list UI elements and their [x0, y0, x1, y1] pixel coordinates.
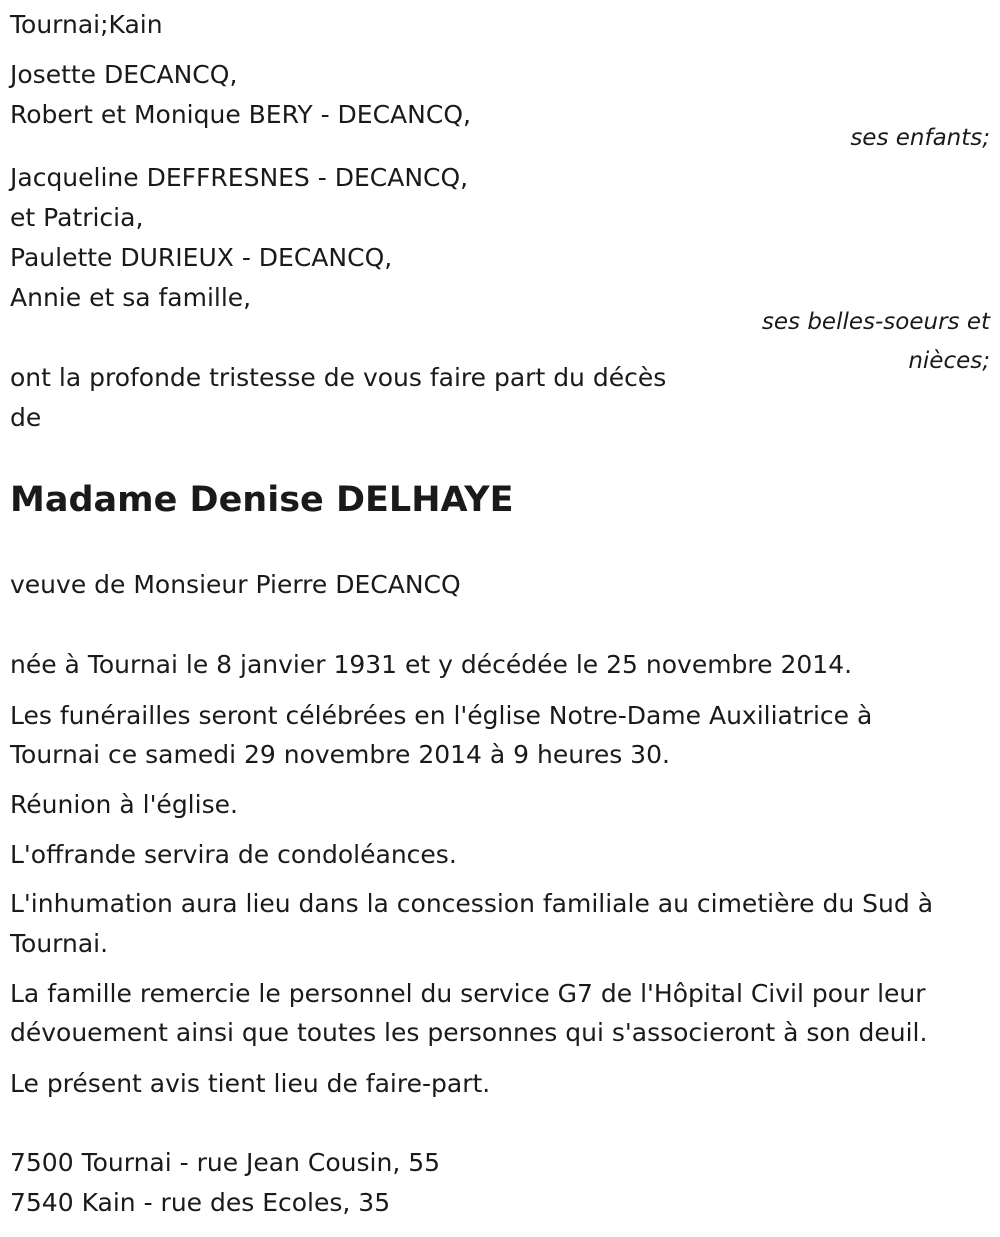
thanks-text: dévouement ainsi que toutes les personnes qui s'associeront à son deuil.: [10, 1018, 928, 1047]
family-line: et Patricia,: [10, 203, 144, 232]
funeral-info: Les funérailles seront célébrées en l'église Notre-Dame Auxiliatrice à: [10, 701, 873, 730]
relationship-label: nièces;: [908, 348, 990, 374]
notice-text: Le présent avis tient lieu de faire-part.: [10, 1069, 491, 1098]
widow-of: veuve de Monsieur Pierre DECANCQ: [10, 570, 461, 599]
burial-info: L'inhumation aura lieu dans la concession familiale au cimetière du Sud à: [10, 889, 934, 918]
location-header: Tournai;Kain: [10, 10, 163, 39]
relationship-label: ses belles-soeurs et: [761, 309, 990, 335]
burial-info: Tournai.: [10, 929, 109, 958]
thanks-text: La famille remercie le personnel du service G7 de l'Hôpital Civil pour leur: [10, 979, 926, 1008]
funeral-info: Tournai ce samedi 29 novembre 2014 à 9 heures 30.: [10, 740, 670, 769]
birth-death-info: née à Tournai le 8 janvier 1931 et y décédée le 25 novembre 2014.: [10, 650, 853, 679]
family-line: Josette DECANCQ,: [10, 60, 238, 89]
offering-info: L'offrande servira de condoléances.: [10, 840, 457, 869]
family-line: Robert et Monique BERY - DECANCQ,: [10, 100, 471, 129]
announcement-line: de: [10, 403, 42, 432]
address-line: 7500 Tournai - rue Jean Cousin, 55: [10, 1148, 441, 1177]
meeting-info: Réunion à l'église.: [10, 790, 238, 819]
deceased-name: Madame Denise DELHAYE: [10, 480, 514, 520]
address-line: 7540 Kain - rue des Ecoles, 35: [10, 1188, 391, 1217]
family-line: Jacqueline DEFFRESNES - DECANCQ,: [10, 163, 469, 192]
family-line: Paulette DURIEUX - DECANCQ,: [10, 243, 393, 272]
relationship-label: ses enfants;: [850, 125, 990, 151]
family-line: Annie et sa famille,: [10, 283, 252, 312]
announcement-line: ont la profonde tristesse de vous faire part du décès: [10, 363, 667, 392]
